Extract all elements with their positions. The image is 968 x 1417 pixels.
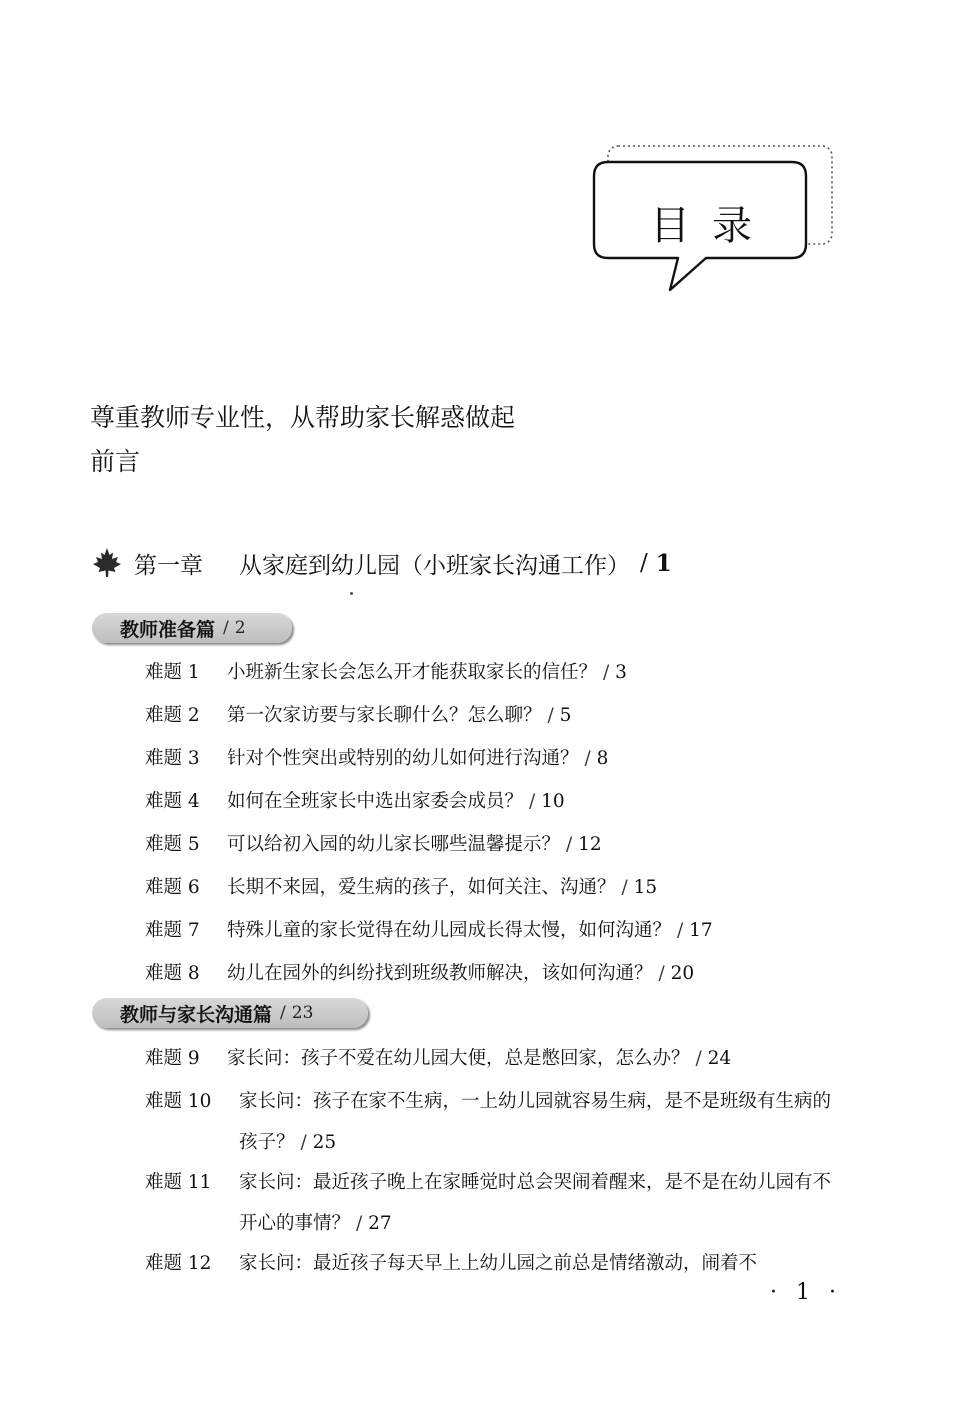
entry-page: 25 (312, 1132, 337, 1153)
entry-title: 如何在全班家长中选出家委会成员？ (227, 791, 524, 812)
entry-title: 家长问：最近孩子晚上在家睡觉时总会哭闹着醒来，是不是在幼儿园有不开心的事情？ (239, 1172, 832, 1234)
section-title: 教师与家长沟通篇 (120, 1003, 273, 1026)
entry-page: 17 (689, 920, 713, 941)
entry-number: 难题 8 (145, 963, 200, 984)
entry-page: 15 (633, 877, 658, 898)
page-number: · 1 · (770, 1280, 842, 1305)
entry-title: 家长问：孩子在家不生病，一上幼儿园就容易生病，是不是班级有生病的孩子？ (239, 1091, 832, 1153)
entry-title: 家长问：孩子不爱在幼儿园大便，总是憋回家，怎么办？ (227, 1048, 690, 1069)
entry-number: 难题 3 (145, 748, 200, 769)
entry-page: 12 (578, 834, 602, 855)
entry-separator: / (677, 920, 684, 941)
entry-number: 难题 2 (145, 705, 200, 726)
page-title: 目录 (650, 203, 774, 249)
entry-number: 难题 11 (145, 1172, 212, 1193)
entry-title: 长期不来园，爱生病的孩子，如何关注、沟通？ (227, 877, 616, 898)
entry-separator: / (603, 662, 610, 683)
entry-title: 小班新生家长会怎么开才能获取家长的信任？ (227, 662, 598, 683)
entry-title: 幼儿在园外的纠纷找到班级教师解决，该如何沟通？ (227, 963, 653, 984)
section-separator: / (223, 618, 229, 638)
entry-page: 5 (559, 705, 572, 726)
entry-page: 27 (368, 1213, 392, 1234)
toc-preface: 前言 (90, 447, 141, 476)
chapter-separator: / (640, 550, 648, 576)
entry-title: 可以给初入园的幼儿家长哪些温馨提示？ (227, 834, 561, 855)
entry-separator: / (584, 748, 591, 769)
entry-number: 难题 6 (145, 877, 200, 898)
section-page: 2 (234, 618, 246, 638)
entry-page: 24 (707, 1048, 732, 1069)
chapter-title: 从家庭到幼儿园（小班家长沟通工作） (239, 552, 630, 579)
entry-number: 难题 7 (145, 920, 200, 941)
entry-separator: / (529, 791, 536, 812)
chapter-page: 1 (655, 549, 672, 577)
entry-separator: / (621, 877, 628, 898)
entry-number: 难题 4 (145, 791, 200, 812)
entry-number: 难题 1 (145, 662, 200, 683)
entry-page: 20 (670, 963, 695, 984)
section-heading (92, 998, 313, 1028)
section-heading (92, 613, 246, 643)
entry-number: 难题 5 (145, 834, 200, 855)
chapter-heading (90, 543, 910, 583)
entry-number: 难题 12 (145, 1253, 212, 1274)
entry-title: 家长问：最近孩子每天早上上幼儿园之前总是情绪激动，闹着不 (239, 1253, 758, 1274)
entry-page: 10 (541, 791, 565, 812)
entry-separator: / (300, 1132, 307, 1153)
entry-page: 3 (615, 662, 627, 683)
entry-separator: / (547, 705, 554, 726)
entry-number: 难题 10 (145, 1091, 212, 1112)
entry-separator: / (566, 834, 573, 855)
entry-number: 难题 9 (145, 1048, 200, 1069)
maple-leaf-icon (90, 546, 124, 580)
stray-dot (350, 592, 353, 595)
entry-page: 8 (596, 748, 609, 769)
chapter-number: 第一章 (134, 552, 203, 579)
section-separator: / (280, 1003, 286, 1023)
entry-separator: / (695, 1048, 702, 1069)
entry-title: 特殊儿童的家长觉得在幼儿园成长得太慢，如何沟通？ (227, 920, 672, 941)
toc-foreword: 尊重教师专业性，从帮助家长解惑做起 (90, 403, 516, 432)
entry-separator: / (356, 1213, 363, 1234)
section-title: 教师准备篇 (120, 618, 216, 641)
entry-title: 针对个性突出或特别的幼儿如何进行沟通？ (227, 748, 579, 769)
section-page: 23 (291, 1003, 314, 1023)
entry-separator: / (658, 963, 665, 984)
entry-title: 第一次家访要与家长聊什么？怎么聊？ (227, 705, 542, 726)
